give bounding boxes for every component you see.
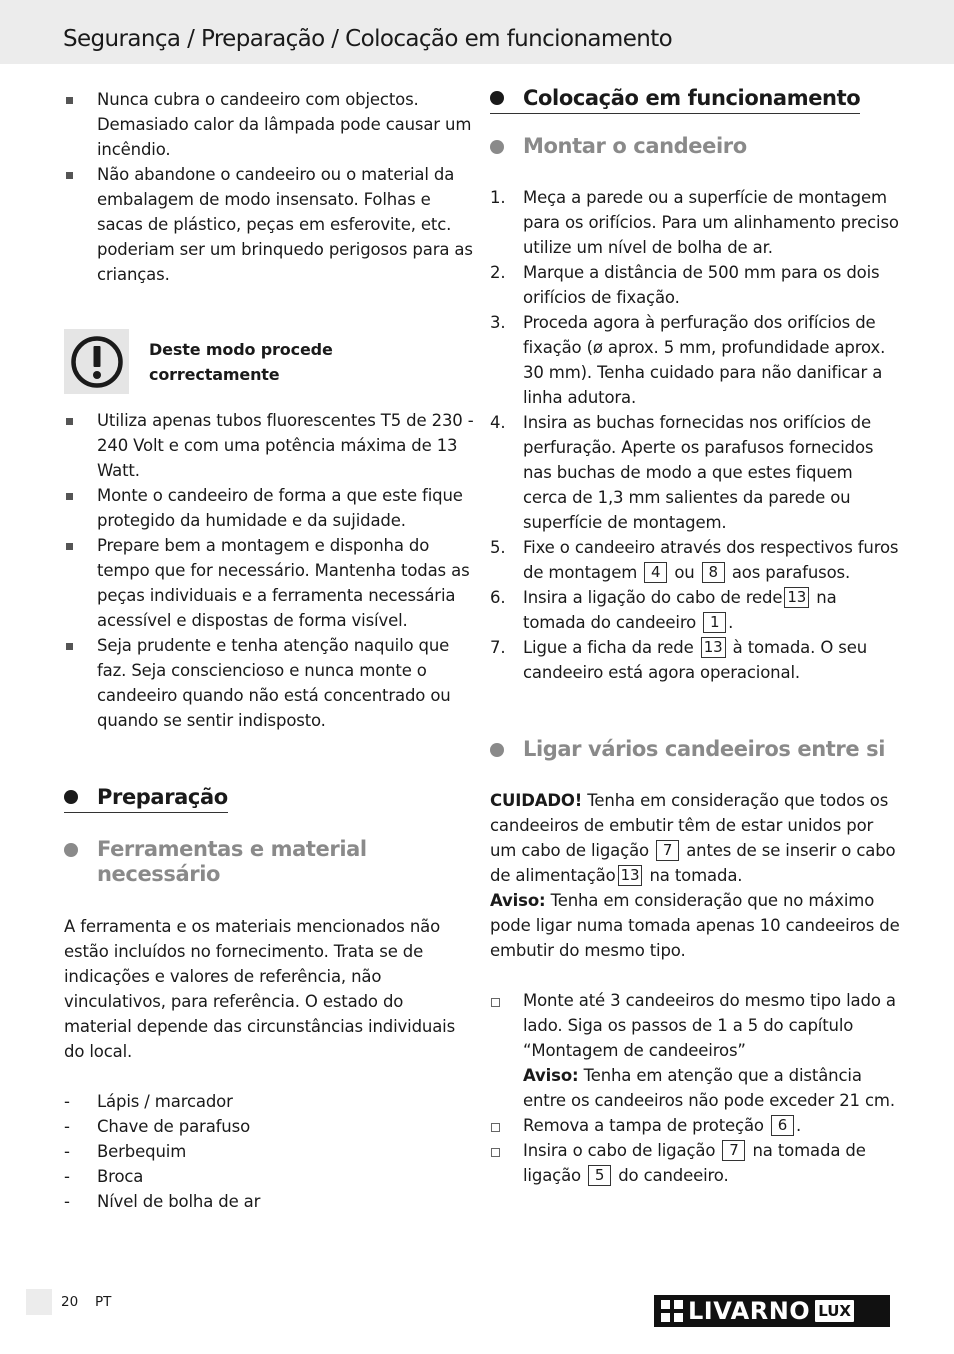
list-item: Utiliza apenas tubos fluorescentes T5 de 230 - 240 Volt e com uma potência máxima de 13 Watt. [64,408,474,483]
page-marker [26,1289,52,1315]
part-number-ref: 13 [784,587,809,608]
brand-suffix: LUX [815,1300,854,1322]
left-column [64,87,474,1214]
bullet-dot-icon [490,91,504,105]
heading-preparacao: Preparação [64,783,228,813]
list-item: Remova a tampa de proteção 6 . [490,1113,900,1138]
page-language: PT [95,1294,112,1310]
part-number-ref: 4 [644,562,667,583]
page-header [0,0,954,64]
brand-logo [654,1295,890,1327]
brand-name: LIVARNO [688,1297,811,1325]
list-item: Não abandone o candeeiro ou o material da embalagem de modo insensato. Folhas e sacas de plástico, peças em esferovite, etc. poderiam ser um brinquedo perigosos para as crianças. [64,162,474,287]
list-item: Nunca cubra o candeeiro com objectos. Demasiado calor da lâmpada pode causar um incêndio. [64,87,474,162]
list-item: Seja prudente e tenha atenção naquilo que faz. Seja consciencioso e nunca monte o candeeiro quando não está concentrado ou quando se sentir indisposto. [64,633,474,733]
tools-list [64,1089,474,1214]
list-item: 4. Insira as buchas fornecidas nos orifícios de perfuração. Aperte os parafusos fornecidos nas buchas de modo a que estes fiquem cerca de 1,3 mm salientes da parede ou superfície de montagem. [490,413,874,532]
list-item: 6. Insira a ligação do cabo de rede 13 na tomada do candeeiro 1 . [490,588,837,632]
warning-box [64,329,474,394]
list-item: Prepare bem a montagem e disponha do tempo que for necessário. Mantenha todas as peças individuais e a ferramenta necessária acessível e dispostas de forma visível. [64,533,474,633]
heading-ferramentas: Ferramentas e material necessário [64,837,474,887]
heading-colocacao: Colocação em funcionamento [490,84,860,114]
part-number-ref: 6 [771,1115,794,1136]
procedure-list [64,408,474,733]
part-number-ref: 13 [618,865,643,886]
mount-steps [490,185,900,685]
brand-mark-icon [661,1300,683,1322]
list-item: - Broca [64,1164,474,1189]
list-item: - Berbequim [64,1139,474,1164]
list-item: 2. Marque a distância de 500 mm para os dois orifícios de fixação. [490,263,880,307]
tools-paragraph: A ferramenta e os materiais mencionados não estão incluídos no fornecimento. Trata se de indicações e valores de referência, não vinculativos, para referência. O estado do material depende das circunstâncias individuais do local. [64,917,456,1061]
list-item: 7. Ligue a ficha da rede 13 à tomada. O seu candeeiro está agora operacional. [490,638,868,682]
part-number-ref: 5 [588,1165,611,1186]
right-column [490,84,900,1188]
list-item: Monte o candeeiro de forma a que este fique protegido da humidade e da sujidade. [64,483,474,533]
part-number-ref: 7 [722,1140,745,1161]
heading-montar: Montar o candeeiro [490,134,900,159]
bullet-dot-icon [64,790,78,804]
part-number-ref: 1 [703,612,726,633]
safety-list [64,87,474,287]
notice-paragraph: Aviso: Tenha em consideração que no máximo pode ligar numa tomada apenas 10 candeeiros de embutir do mesmo tipo. [490,891,900,960]
part-number-ref: 7 [656,840,679,861]
list-item: - Chave de parafuso [64,1114,474,1139]
bullet-dot-icon [490,743,504,757]
part-number-ref: 13 [701,637,726,658]
caution-paragraph: CUIDADO! Tenha em consideração que todos os candeeiros de embutir têm de estar unidos por um cabo de ligação 7 antes de se inserir o cabo de alimentação 13 na tomada. [490,791,896,885]
bullet-dot-icon [490,140,504,154]
list-item: - Nível de bolha de ar [64,1189,474,1214]
list-item: 3. Proceda agora à perfuração dos orifícios de fixação (ø aprox. 5 mm, profundidade aprox. 30 mm). Tenha cuidado para não danificar a linha adutora. [490,313,886,407]
connect-checklist [490,988,900,1188]
part-number-ref: 8 [702,562,725,583]
list-item: Insira o cabo de ligação 7 na tomada de ligação 5 do candeeiro. [490,1138,900,1188]
list-item: 5. Fixe o candeeiro através dos respectivos furos de montagem 4 ou 8 aos parafusos. [490,538,899,582]
exclamation-circle-icon [64,329,129,394]
bullet-dot-icon [64,843,78,857]
list-item: 1. Meça a parede ou a superfície de montagem para os orifícios. Para um alinhamento preciso utilize um nível de bolha de ar. [490,188,899,257]
heading-ligar: Ligar vários candeeiros entre si [490,737,900,762]
page-number: 20 [61,1294,79,1310]
list-item: Monte até 3 candeeiros do mesmo tipo lado a lado. Siga os passos de 1 a 5 do capítulo “Montagem de candeeiros” Aviso: Tenha em atenção que a distância entre os candeeiros não pode exceder 21 cm. [490,988,900,1113]
warning-text: Deste modo procede correctamente [149,339,333,384]
list-item: - Lápis / marcador [64,1089,474,1114]
page-title: Segurança / Preparação / Colocação em funcionamento [63,26,673,52]
